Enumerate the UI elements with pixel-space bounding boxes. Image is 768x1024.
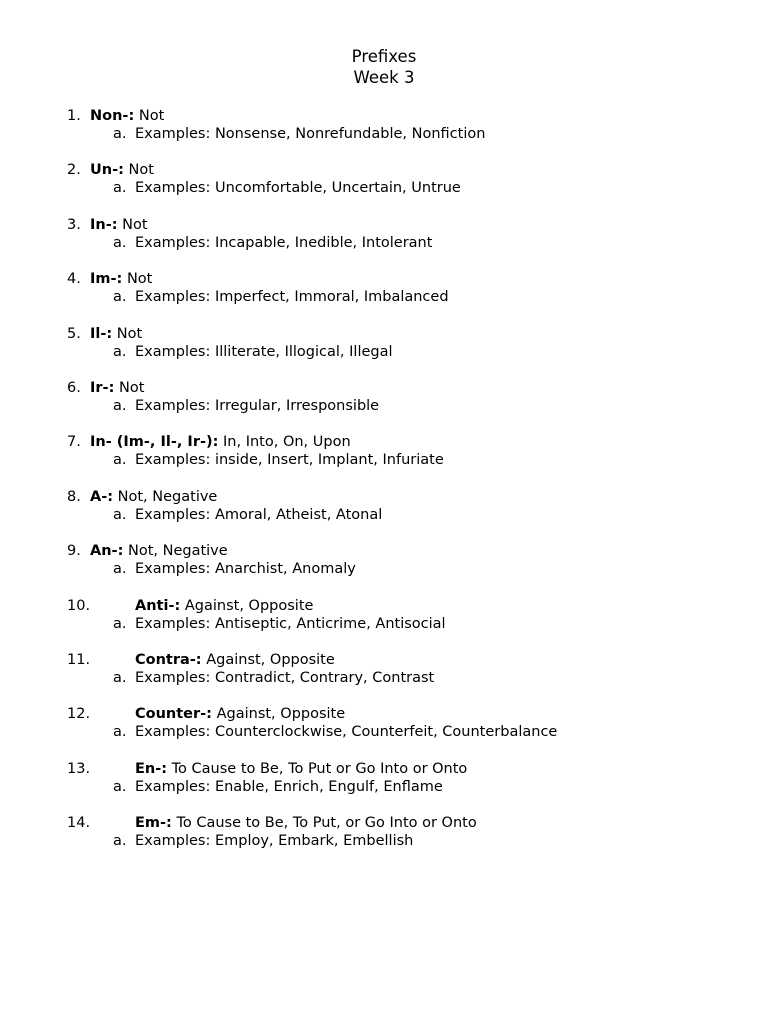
prefix-meaning: In, Into, On, Upon xyxy=(223,434,351,451)
examples-text: Examples: Antiseptic, Anticrime, Antisocial xyxy=(135,615,446,632)
sub-item-marker: a. xyxy=(113,561,127,578)
examples-text: Examples: inside, Insert, Implant, Infuriate xyxy=(135,452,444,469)
document-title xyxy=(0,46,768,88)
item-definition xyxy=(135,651,335,669)
item-number: 12. xyxy=(67,706,91,723)
item-definition xyxy=(90,379,144,397)
examples-text: Examples: Uncomfortable, Uncertain, Untrue xyxy=(135,180,461,197)
item-number: 11. xyxy=(67,651,91,668)
sub-item-marker: a. xyxy=(113,778,127,795)
prefix-meaning: Not, Negative xyxy=(127,543,228,560)
sub-item-marker: a. xyxy=(113,452,127,469)
list-item xyxy=(0,540,768,594)
list-item xyxy=(0,105,768,159)
sub-item-marker: a. xyxy=(113,343,127,360)
item-number: 4. xyxy=(67,271,81,288)
prefix-term: Counter-: xyxy=(135,706,212,723)
sub-item-marker: a. xyxy=(113,669,127,686)
examples-text: Examples: Illiterate, Illogical, Illegal xyxy=(135,343,393,360)
prefix-meaning: To Cause to Be, To Put or Go Into or Onto xyxy=(171,760,468,777)
item-number: 10. xyxy=(67,597,91,614)
prefix-meaning: To Cause to Be, To Put, or Go Into or Onto xyxy=(176,815,477,832)
examples-text: Examples: Enable, Enrich, Engulf, Enflame xyxy=(135,778,443,795)
item-definition xyxy=(135,597,313,615)
sub-item-marker: a. xyxy=(113,397,127,414)
item-definition xyxy=(90,216,148,234)
list-item xyxy=(0,268,768,322)
item-definition xyxy=(135,760,467,778)
prefix-meaning: Not xyxy=(116,325,143,342)
prefix-term: En-: xyxy=(135,760,168,777)
item-number: 13. xyxy=(67,760,91,777)
item-number: 3. xyxy=(67,216,81,233)
examples-text: Examples: Employ, Embark, Embellish xyxy=(135,833,414,850)
examples-text: Examples: Counterclockwise, Counterfeit, Counterbalance xyxy=(135,724,558,741)
prefix-term: In- (Im-, Il-, Ir-): xyxy=(90,434,219,451)
prefix-term: Em-: xyxy=(135,815,172,832)
item-number: 14. xyxy=(67,815,91,832)
item-definition xyxy=(135,705,345,723)
item-definition xyxy=(90,107,164,125)
sub-item-marker: a. xyxy=(113,289,127,306)
item-definition xyxy=(90,488,217,506)
sub-item-marker: a. xyxy=(113,724,127,741)
examples-text: Examples: Nonsense, Nonrefundable, Nonfiction xyxy=(135,126,486,142)
item-definition xyxy=(90,161,154,179)
title-line-prefixes: Prefixes xyxy=(351,47,417,66)
examples-text: Examples: Incapable, Inedible, Intolerant xyxy=(135,234,433,251)
prefix-term: An-: xyxy=(90,543,124,560)
list-item xyxy=(0,377,768,431)
list-item xyxy=(0,159,768,213)
item-definition xyxy=(90,542,228,560)
sub-item-marker: a. xyxy=(113,234,127,251)
prefix-term: Il-: xyxy=(90,325,113,342)
prefix-term: Un-: xyxy=(90,162,124,179)
sub-item-marker: a. xyxy=(113,506,127,523)
item-number: 1. xyxy=(67,108,81,124)
list-item xyxy=(0,595,768,649)
list-item xyxy=(0,703,768,757)
examples-text: Examples: Anarchist, Anomaly xyxy=(135,561,356,578)
item-number: 8. xyxy=(67,488,81,505)
examples-text: Examples: Contradict, Contrary, Contrast xyxy=(135,669,435,686)
prefix-term: Non-: xyxy=(90,108,135,124)
prefix-term: Contra-: xyxy=(135,651,202,668)
prefix-meaning: Not xyxy=(138,108,165,124)
title-line-week: Week 3 xyxy=(353,68,415,87)
prefix-term: In-: xyxy=(90,216,118,233)
item-definition xyxy=(135,814,477,832)
item-number: 9. xyxy=(67,543,81,560)
list-item xyxy=(0,431,768,485)
prefix-term: Ir-: xyxy=(90,379,115,396)
prefix-term: A-: xyxy=(90,488,114,505)
item-number: 7. xyxy=(67,434,81,451)
prefix-meaning: Against, Opposite xyxy=(216,706,346,723)
item-definition xyxy=(90,325,142,343)
prefix-meaning: Against, Opposite xyxy=(206,651,335,668)
prefix-term: Im-: xyxy=(90,271,123,288)
sub-item-marker: a. xyxy=(113,126,127,142)
prefix-meaning: Not xyxy=(122,216,148,233)
prefix-meaning: Not xyxy=(118,379,145,396)
sub-item-marker: a. xyxy=(113,833,127,850)
prefix-meaning: Not xyxy=(126,271,153,288)
list-item xyxy=(0,486,768,540)
examples-text: Examples: Amoral, Atheist, Atonal xyxy=(135,506,383,523)
list-item xyxy=(0,214,768,268)
sub-item-marker: a. xyxy=(113,615,127,632)
prefix-meaning: Not, Negative xyxy=(117,488,218,505)
sub-item-marker: a. xyxy=(113,180,127,197)
examples-text: Examples: Imperfect, Immoral, Imbalanced xyxy=(135,289,449,306)
item-number: 5. xyxy=(67,325,81,342)
prefix-list xyxy=(0,105,768,866)
list-item xyxy=(0,649,768,703)
prefix-term: Anti-: xyxy=(135,597,181,614)
item-definition xyxy=(90,270,152,288)
list-item xyxy=(0,323,768,377)
item-definition xyxy=(90,433,351,451)
list-item xyxy=(0,812,768,866)
item-number: 2. xyxy=(67,162,81,179)
examples-text: Examples: Irregular, Irresponsible xyxy=(135,397,380,414)
prefix-meaning: Not xyxy=(128,162,154,179)
prefix-meaning: Against, Opposite xyxy=(184,597,314,614)
item-number: 6. xyxy=(67,379,81,396)
list-item xyxy=(0,758,768,812)
